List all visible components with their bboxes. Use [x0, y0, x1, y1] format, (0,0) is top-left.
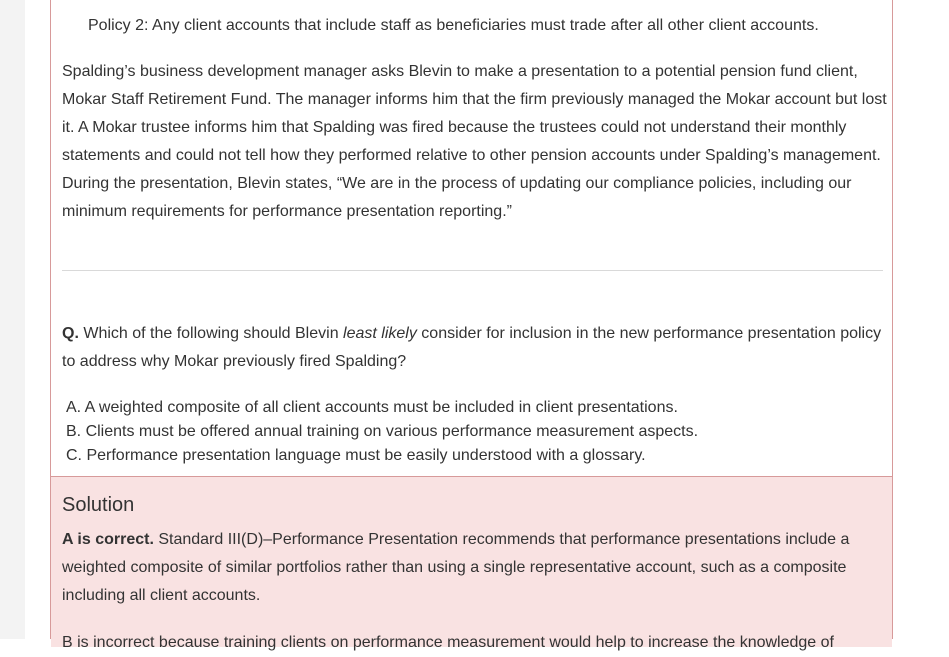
answer-options — [66, 396, 698, 468]
solution-next-paragraph: B is incorrect because training clients on performance measurement would help to increase the knowledge of — [62, 634, 834, 651]
scenario-paragraph: Spalding’s business development manager asks Blevin to make a presentation to a potential pension fund client, Mokar Staff Retirement Fund. The manager informs him that the firm previously managed the Mokar account but lost it. A Mokar trustee informs him that Spalding was fired because the trustees could not understand their monthly statements and could not tell how they performed relative to other pension accounts under Spalding’s management. During the presentation, Blevin states, “We are in the process of updating our compliance policies, including our minimum requirements for performance presentation reporting.” — [62, 63, 887, 220]
question-emphasis: least likely — [343, 325, 417, 342]
solution-title: Solution — [62, 494, 135, 516]
question-card — [50, 0, 893, 651]
question-prefix: Q. — [62, 325, 79, 342]
question-text — [62, 320, 892, 376]
option-a[interactable]: A. A weighted composite of all client accounts must be included in client presentations. — [66, 399, 678, 416]
question-text-after: consider for inclusion in the new performance presentation policy to address why Mokar previously fired Spalding? — [62, 325, 882, 370]
option-c[interactable]: C. Performance presentation language must be easily understood with a glossary. — [66, 447, 646, 464]
left-gutter — [0, 0, 25, 639]
solution-lead: A is correct. — [62, 531, 154, 548]
option-b[interactable]: B. Clients must be offered annual training on various performance measurement aspects. — [66, 423, 699, 440]
policy-2-text: Policy 2: Any client accounts that include staff as beneficiaries must trade after all other client accounts. — [88, 17, 819, 34]
solution-body: Standard III(D)–Performance Presentation recommends that performance presentations include a weighted composite of similar portfolios rather than using a single representative account, such as a composite including all client accounts. — [62, 531, 850, 604]
section-divider — [62, 270, 883, 271]
question-text-before: Which of the following should Blevin — [78, 325, 344, 342]
solution-paragraph — [62, 526, 887, 610]
solution-panel — [51, 476, 892, 651]
